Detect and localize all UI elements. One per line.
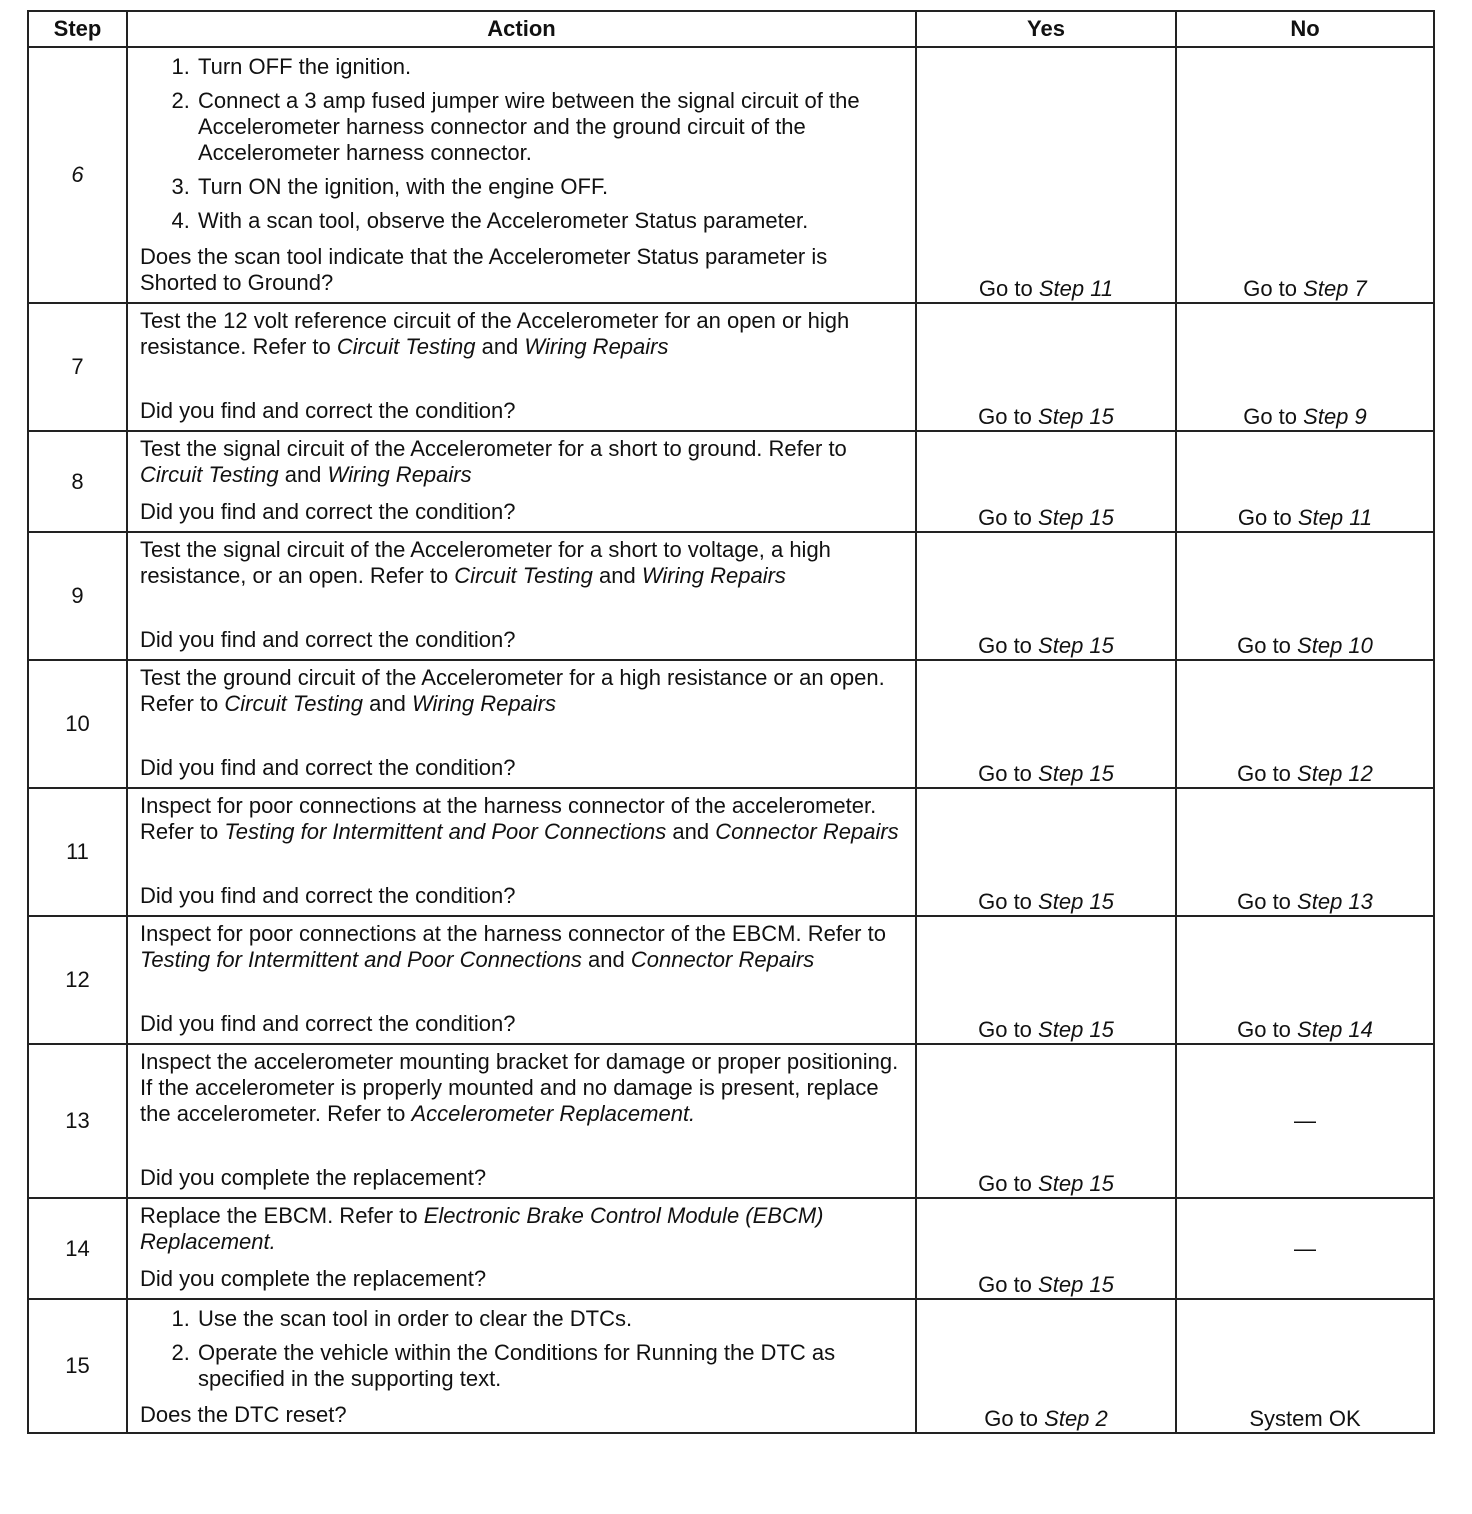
table-row [28,788,1434,916]
no-step-link[interactable]: Step 10 [1297,633,1373,658]
no-cell [1176,916,1434,1044]
reference-link[interactable]: Circuit Testing [336,334,476,359]
step-number: 7 [28,303,127,431]
header-step: Step [28,11,127,47]
no-prefix: Go to [1237,761,1291,786]
no-step-link[interactable]: Step 11 [1297,505,1373,530]
action-cell [127,1198,916,1299]
yes-prefix: Go to [978,761,1032,786]
action-cell [127,303,916,431]
no-prefix: Go to [1243,404,1298,429]
yes-prefix: Go to [978,276,1033,301]
action-text [140,665,905,717]
action-cell [127,916,916,1044]
header-action: Action [127,11,916,47]
question-text: Did you find and correct the condition? [140,499,516,524]
conjunction-text: and [369,691,406,716]
no-cell [1176,47,1434,303]
no-prefix: Go to [1237,889,1291,914]
yes-cell [916,1299,1176,1433]
yes-step-link[interactable]: Step 15 [1038,1171,1114,1196]
procedure-list [140,52,905,240]
question-text: Does the DTC reset? [140,1402,347,1427]
instruction-text: Inspect for poor connections at the harness connector of the accelerometer. Refer to [140,793,877,844]
instruction-text: Test the signal circuit of the Accelerometer for a short to ground. Refer to [140,436,847,461]
diagnostic-table [27,10,1435,1434]
table-row [28,1198,1434,1299]
yes-step-link[interactable]: Step 15 [1038,889,1114,914]
no-step-link[interactable]: Step 12 [1297,761,1373,786]
question-text: Did you find and correct the condition? [140,883,516,908]
no-cell [1176,660,1434,788]
question-text: Did you complete the replacement? [140,1266,487,1291]
instruction-text: Replace the EBCM. Refer to [140,1203,418,1228]
action-text [140,921,905,973]
instruction-text: Test the signal circuit of the Accelerometer for a short to voltage, a high resistance, or an open. Refer to [140,537,831,588]
yes-cell [916,1044,1176,1198]
header-row [28,11,1434,47]
step-number: 10 [28,660,127,788]
no-prefix: Go to [1237,1017,1291,1042]
list-item: 2. Operate the vehicle within the Conditions for Running the DTC as specified in the supporting text. [196,1340,905,1392]
action-text [140,308,905,360]
action-cell [127,47,916,303]
action-cell [127,660,916,788]
table-row [28,532,1434,660]
step-number: 14 [28,1198,127,1299]
reference-link[interactable]: Wiring Repairs [327,462,472,487]
step-number: 15 [28,1299,127,1433]
yes-prefix: Go to [978,1272,1032,1297]
step-number: 11 [28,788,127,916]
question-text: Did you find and correct the condition? [140,1011,516,1036]
no-prefix: Go to [1237,633,1291,658]
list-item: 2. Connect a 3 amp fused jumper wire between the signal circuit of the Accelerometer harness connector and the ground circuit of the Accelerometer harness connector. [196,88,905,166]
yes-prefix: Go to [978,505,1032,530]
conjunction-text: and [481,334,519,359]
no-value: — [1294,1108,1316,1133]
yes-cell [916,788,1176,916]
action-cell [127,532,916,660]
yes-step-link[interactable]: Step 15 [1038,633,1114,658]
action-cell [127,1299,916,1433]
step-number: 13 [28,1044,127,1198]
table-row [28,47,1434,303]
yes-step-link[interactable]: Step 11 [1038,276,1114,301]
reference-link[interactable]: Wiring Repairs [411,691,557,716]
conjunction-text: and [599,563,636,588]
no-cell [1176,431,1434,532]
question-text: Did you find and correct the condition? [140,627,516,652]
yes-prefix: Go to [978,633,1032,658]
yes-cell [916,916,1176,1044]
step-number: 6 [28,47,127,303]
no-cell [1176,1044,1434,1198]
instruction-text: Test the 12 volt reference circuit of the Accelerometer for an open or high resistance. Refer to [140,308,850,359]
reference-link[interactable]: Accelerometer Replacement. [411,1101,696,1126]
yes-step-link[interactable]: Step 15 [1038,404,1114,429]
yes-prefix: Go to [978,404,1032,429]
yes-cell [916,660,1176,788]
action-cell [127,431,916,532]
conjunction-text: and [284,462,322,487]
no-cell [1176,1299,1434,1433]
procedure-list [140,1304,905,1398]
yes-step-link[interactable]: Step 15 [1038,761,1114,786]
reference-link[interactable]: Circuit Testing [224,691,363,716]
reference-link[interactable]: Circuit Testing [140,462,279,487]
no-cell [1176,788,1434,916]
table-row [28,1044,1434,1198]
table-row [28,303,1434,431]
table-row [28,431,1434,532]
table-row [28,916,1434,1044]
no-step-link[interactable]: Step 7 [1303,276,1367,301]
no-step-link[interactable]: Step 13 [1297,889,1373,914]
reference-link[interactable]: Electronic Brake Control Module (EBCM) Replacement. [140,1203,824,1254]
yes-cell [916,1198,1176,1299]
step-number: 12 [28,916,127,1044]
yes-step-link[interactable]: Step 15 [1038,1272,1114,1297]
action-cell [127,788,916,916]
instruction-text: Inspect the accelerometer mounting bracket for damage or proper positioning. If the accelerometer is properly mounted and no damage is present, replace the accelerometer. Refer to [140,1049,899,1126]
action-text [140,436,905,488]
question-text: Did you complete the replacement? [140,1165,487,1190]
action-text [140,1203,905,1255]
no-prefix: Go to [1243,276,1298,301]
reference-link[interactable]: Wiring Repairs [641,563,786,588]
yes-prefix: Go to [984,1406,1039,1431]
yes-prefix: Go to [978,1017,1032,1042]
reference-link[interactable]: Wiring Repairs [524,334,669,359]
header-yes: Yes [916,11,1176,47]
action-text [140,793,905,845]
header-no: No [1176,11,1434,47]
reference-link[interactable]: Testing for Intermittent and Poor Connections [224,819,667,844]
reference-link[interactable]: Connector Repairs [715,819,899,844]
list-item: 4. With a scan tool, observe the Accelerometer Status parameter. [196,208,905,234]
no-prefix: Go to [1237,505,1292,530]
action-text [140,537,905,589]
yes-cell [916,303,1176,431]
list-item: 1. Turn OFF the ignition. [196,54,905,80]
yes-step-link[interactable]: Step 15 [1038,1017,1114,1042]
no-cell [1176,532,1434,660]
question-text: Did you find and correct the condition? [140,398,516,423]
list-item: 1. Use the scan tool in order to clear the DTCs. [196,1306,905,1332]
yes-step-link[interactable]: Step 15 [1038,505,1114,530]
reference-link[interactable]: Connector Repairs [630,947,815,972]
instruction-text: Test the ground circuit of the Accelerometer for a high resistance or an open. Refer to [140,665,885,716]
no-step-link[interactable]: Step 9 [1303,404,1367,429]
question-text: Does the scan tool indicate that the Accelerometer Status parameter is Shorted to Ground? [140,244,828,295]
reference-link[interactable]: Testing for Intermittent and Poor Connections [140,947,582,972]
yes-cell [916,47,1176,303]
step-number: 9 [28,532,127,660]
no-value: — [1294,1235,1316,1261]
instruction-text: Inspect for poor connections at the harness connector of the EBCM. Refer to [140,921,886,946]
no-cell [1176,1198,1434,1299]
step-number: 8 [28,431,127,532]
question-text: Did you find and correct the condition? [140,755,516,780]
yes-prefix: Go to [978,1171,1032,1196]
reference-link[interactable]: Circuit Testing [454,563,593,588]
list-item: 3. Turn ON the ignition, with the engine OFF. [196,174,905,200]
conjunction-text: and [672,819,710,844]
action-cell [127,1044,916,1198]
conjunction-text: and [588,947,625,972]
yes-cell [916,532,1176,660]
yes-cell [916,431,1176,532]
action-text [140,1049,905,1127]
no-step-link[interactable]: Step 14 [1297,1017,1373,1042]
no-value: System OK [1249,1406,1361,1431]
table-row [28,1299,1434,1433]
yes-step-link[interactable]: Step 2 [1044,1406,1108,1431]
table-row [28,660,1434,788]
yes-prefix: Go to [978,889,1032,914]
no-cell [1176,303,1434,431]
